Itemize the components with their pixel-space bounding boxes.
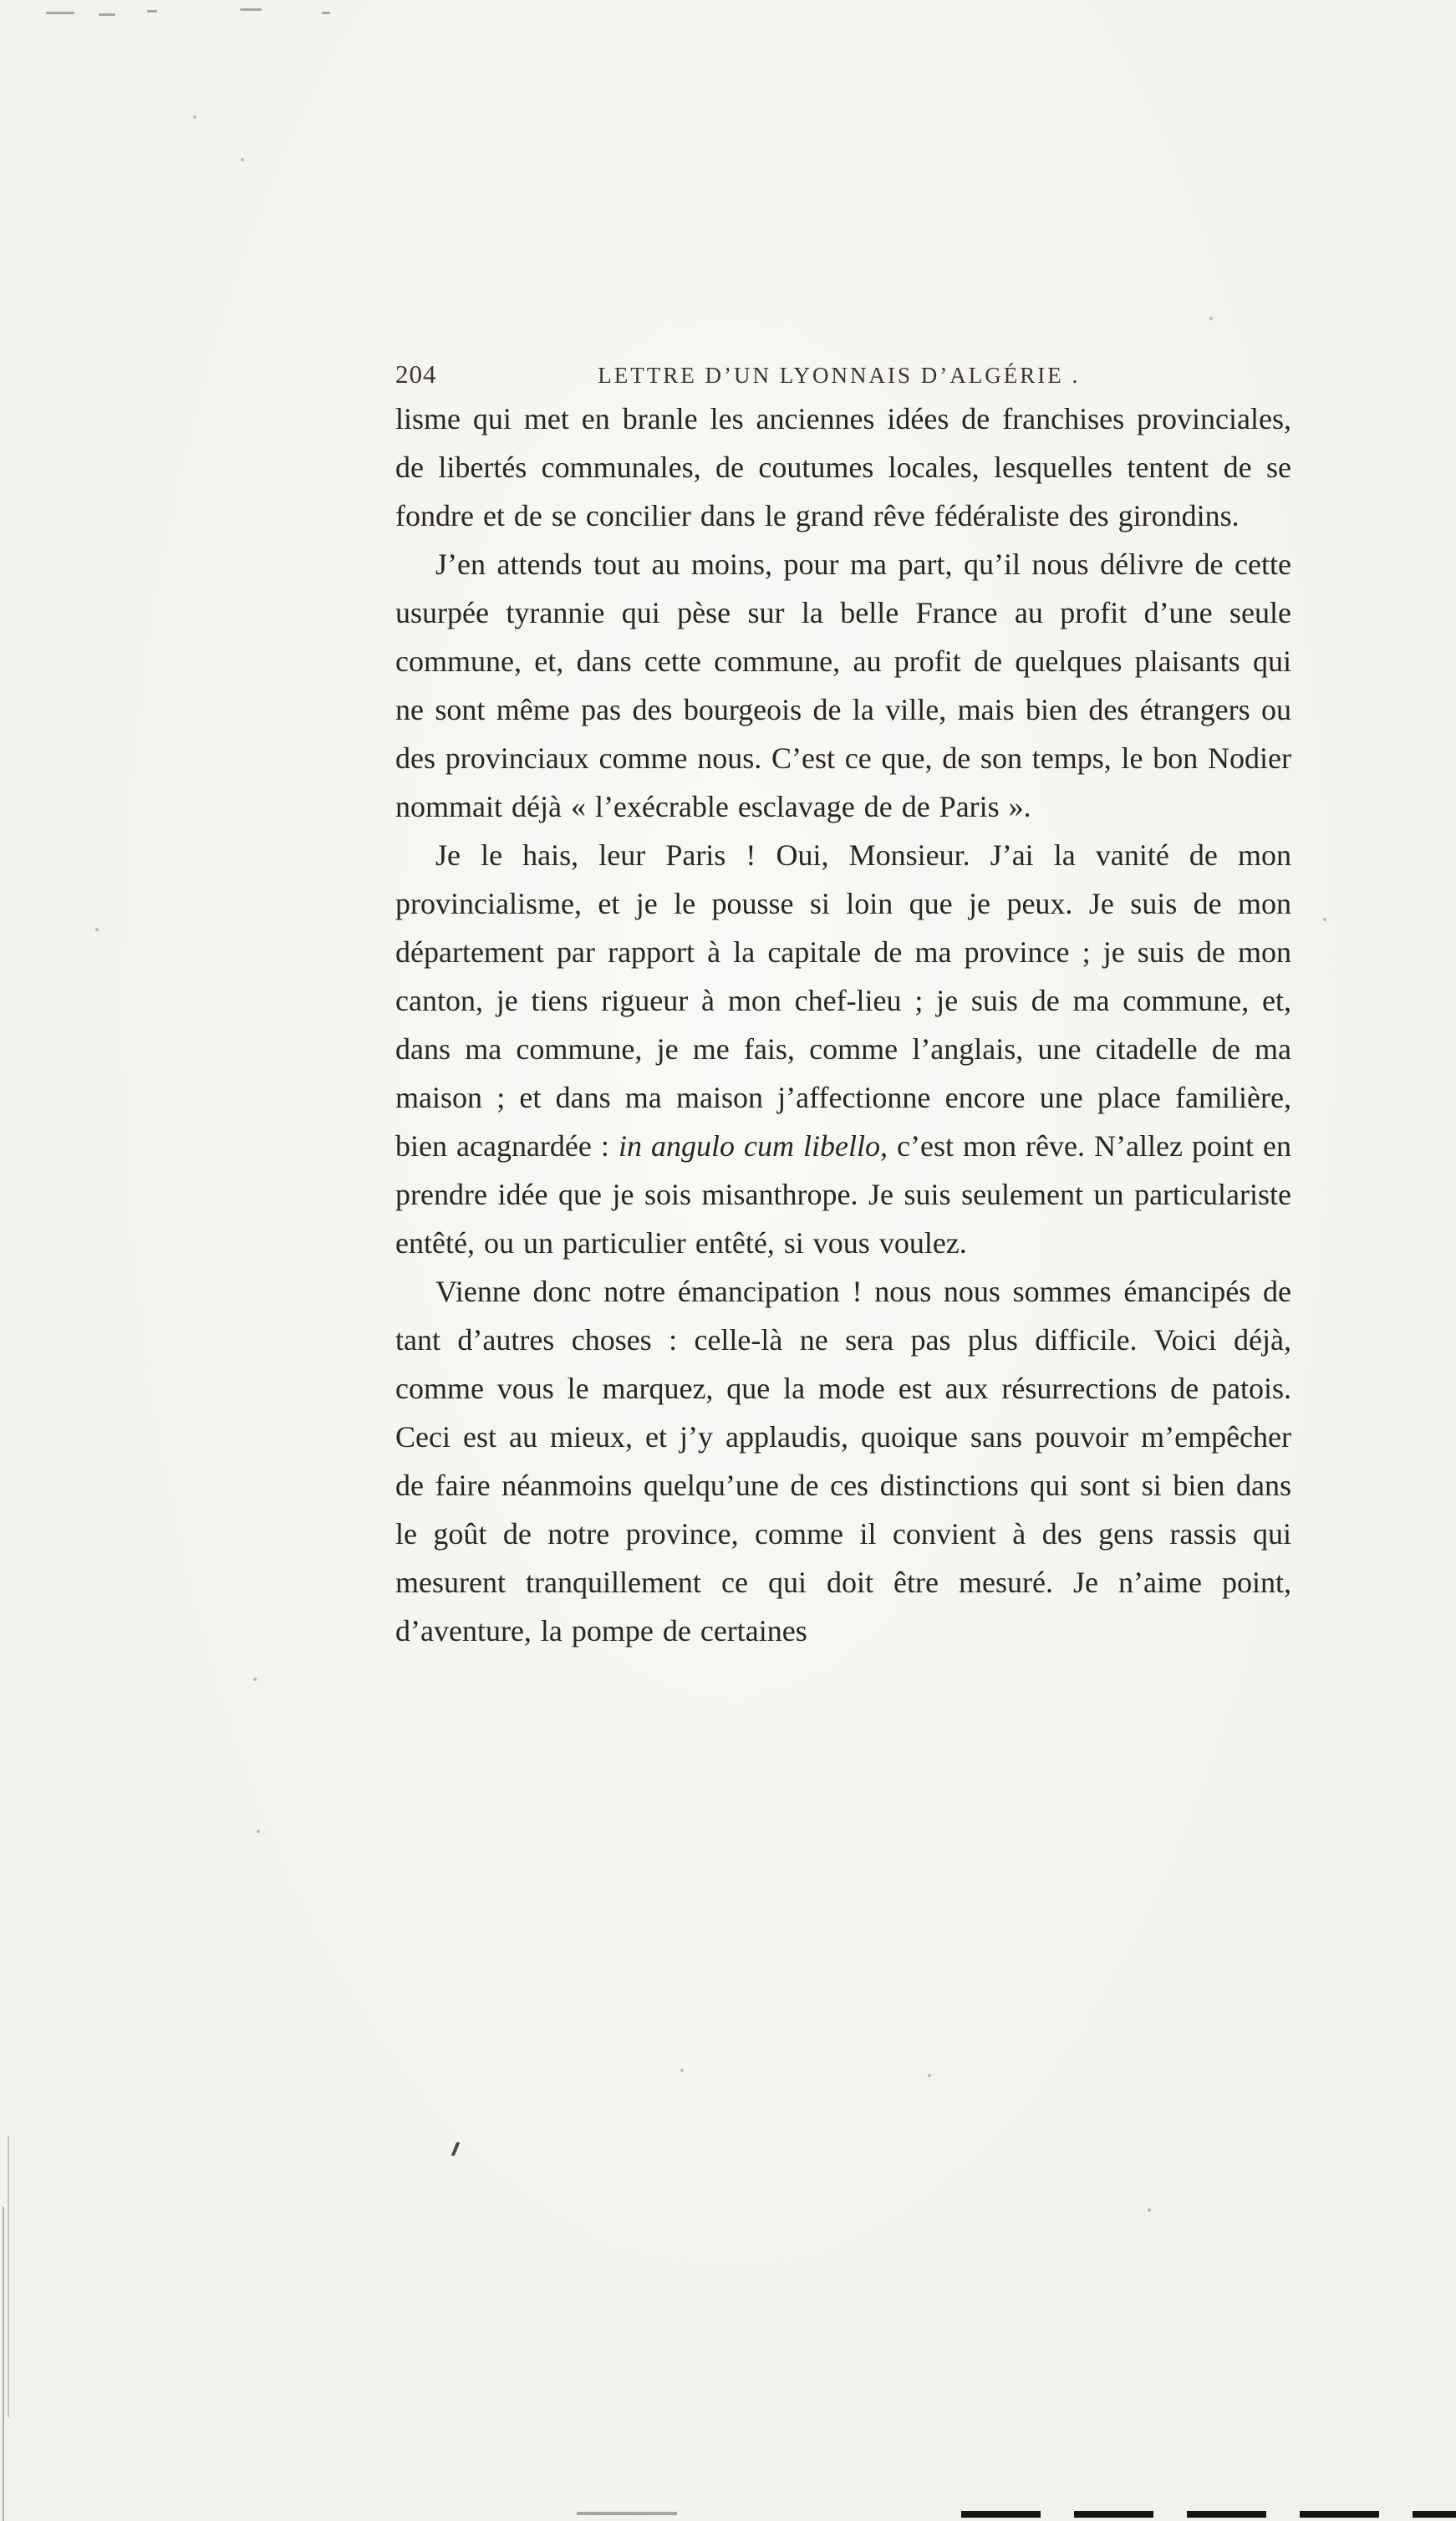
scan-artifact-speck <box>1323 918 1326 921</box>
italic-phrase: in angulo cum libello, <box>618 1129 888 1163</box>
scan-artifact-speck <box>193 115 196 119</box>
scan-artifact-edge-line <box>3 2207 4 2521</box>
running-title: LETTRE D’UN LYONNAIS D’ALGÉRIE . <box>598 363 1081 388</box>
paragraph <box>395 540 1291 831</box>
text-segment: Vienne donc notre émancipation ! nous nous sommes émancipés de tant d’autres choses : celle-là ne sera pas plus difficile. Voici déjà, comme vous le marquez, que la mode est aux résurrections de patois. Ceci est au mieux, et j’y applaudis, quoique sans pouvoir m’empêcher de faire néanmoins quelqu’une de ces distinctions qui sont si bien dans le goût de notre province, comme il convient à des gens rassis qui mesurent tranquillement ce qui doit être mesuré. Je n’aime point, d’aventure, la pompe de certaines <box>395 1275 1291 1648</box>
scan-artifact-pen-mark <box>451 2142 460 2157</box>
scan-artifact-speck <box>680 2069 684 2072</box>
scan-artifact-dash <box>240 8 262 11</box>
scan-artifact-edge-line <box>8 2136 9 2417</box>
scan-artifact-speck <box>1148 2208 1151 2212</box>
scan-artifact-speck <box>95 928 99 931</box>
paragraph <box>395 395 1291 540</box>
scan-artifact-dash <box>99 13 115 16</box>
scan-artifact-speck <box>241 158 244 161</box>
scan-artifact-dash <box>322 12 330 14</box>
page-text <box>395 395 1291 1655</box>
scan-artifact-dash <box>147 10 157 13</box>
text-segment: lisme qui met en branle les anciennes idées de franchises provinciales, de libertés communales, de coutumes locales, lesquelles tentent de se fondre et de se concilier dans le grand rêve fédéraliste des girondins. <box>395 402 1291 532</box>
scan-artifact-bottom-edge <box>961 2511 1456 2518</box>
scan-artifact-bottom-edge <box>577 2512 677 2515</box>
text-segment: J’en attends tout au moins, pour ma part, qu’il nous délivre de cette usurpée tyrannie qui pèse sur la belle France au profit d’une seule commune, et, dans cette commune, au profit de quelques plaisants qui ne sont même pas des bourgeois de la ville, mais bien des étrangers ou des provinciaux comme nous. C’est ce que, de son temps, le bon Nodier nommait déjà « l’exécrable esclavage de de Paris ». <box>395 547 1291 823</box>
scan-artifact-dash <box>46 12 74 14</box>
paragraph <box>395 1267 1291 1655</box>
scan-artifact-speck <box>257 1830 260 1833</box>
text-segment: c’est mon rêve. N’allez point en prendre idée que je sois misanthrope. Je suis seulement un particulariste entêté, ou un particulier entêté, si vous voulez. <box>395 1129 1291 1260</box>
page-header <box>395 359 1291 390</box>
scan-artifact-speck <box>928 2074 931 2077</box>
paragraph <box>395 831 1291 1267</box>
page-number: 204 <box>395 359 437 389</box>
text-segment: Je le hais, leur Paris ! Oui, Monsieur. J’ai la vanité de mon provincialisme, et je le pousse si loin que je peux. Je suis de mon département par rapport à la capitale de ma province ; je suis de mon canton, je tiens rigueur à mon chef-lieu ; je suis de ma commune, et, dans ma commune, je me fais, comme l’anglais, une citadelle de ma maison ; et dans ma maison j’affectionne encore une place familière, bien acagnardée : <box>395 838 1291 1163</box>
scan-artifact-speck <box>253 1678 257 1681</box>
scan-artifact-speck <box>1209 317 1213 320</box>
